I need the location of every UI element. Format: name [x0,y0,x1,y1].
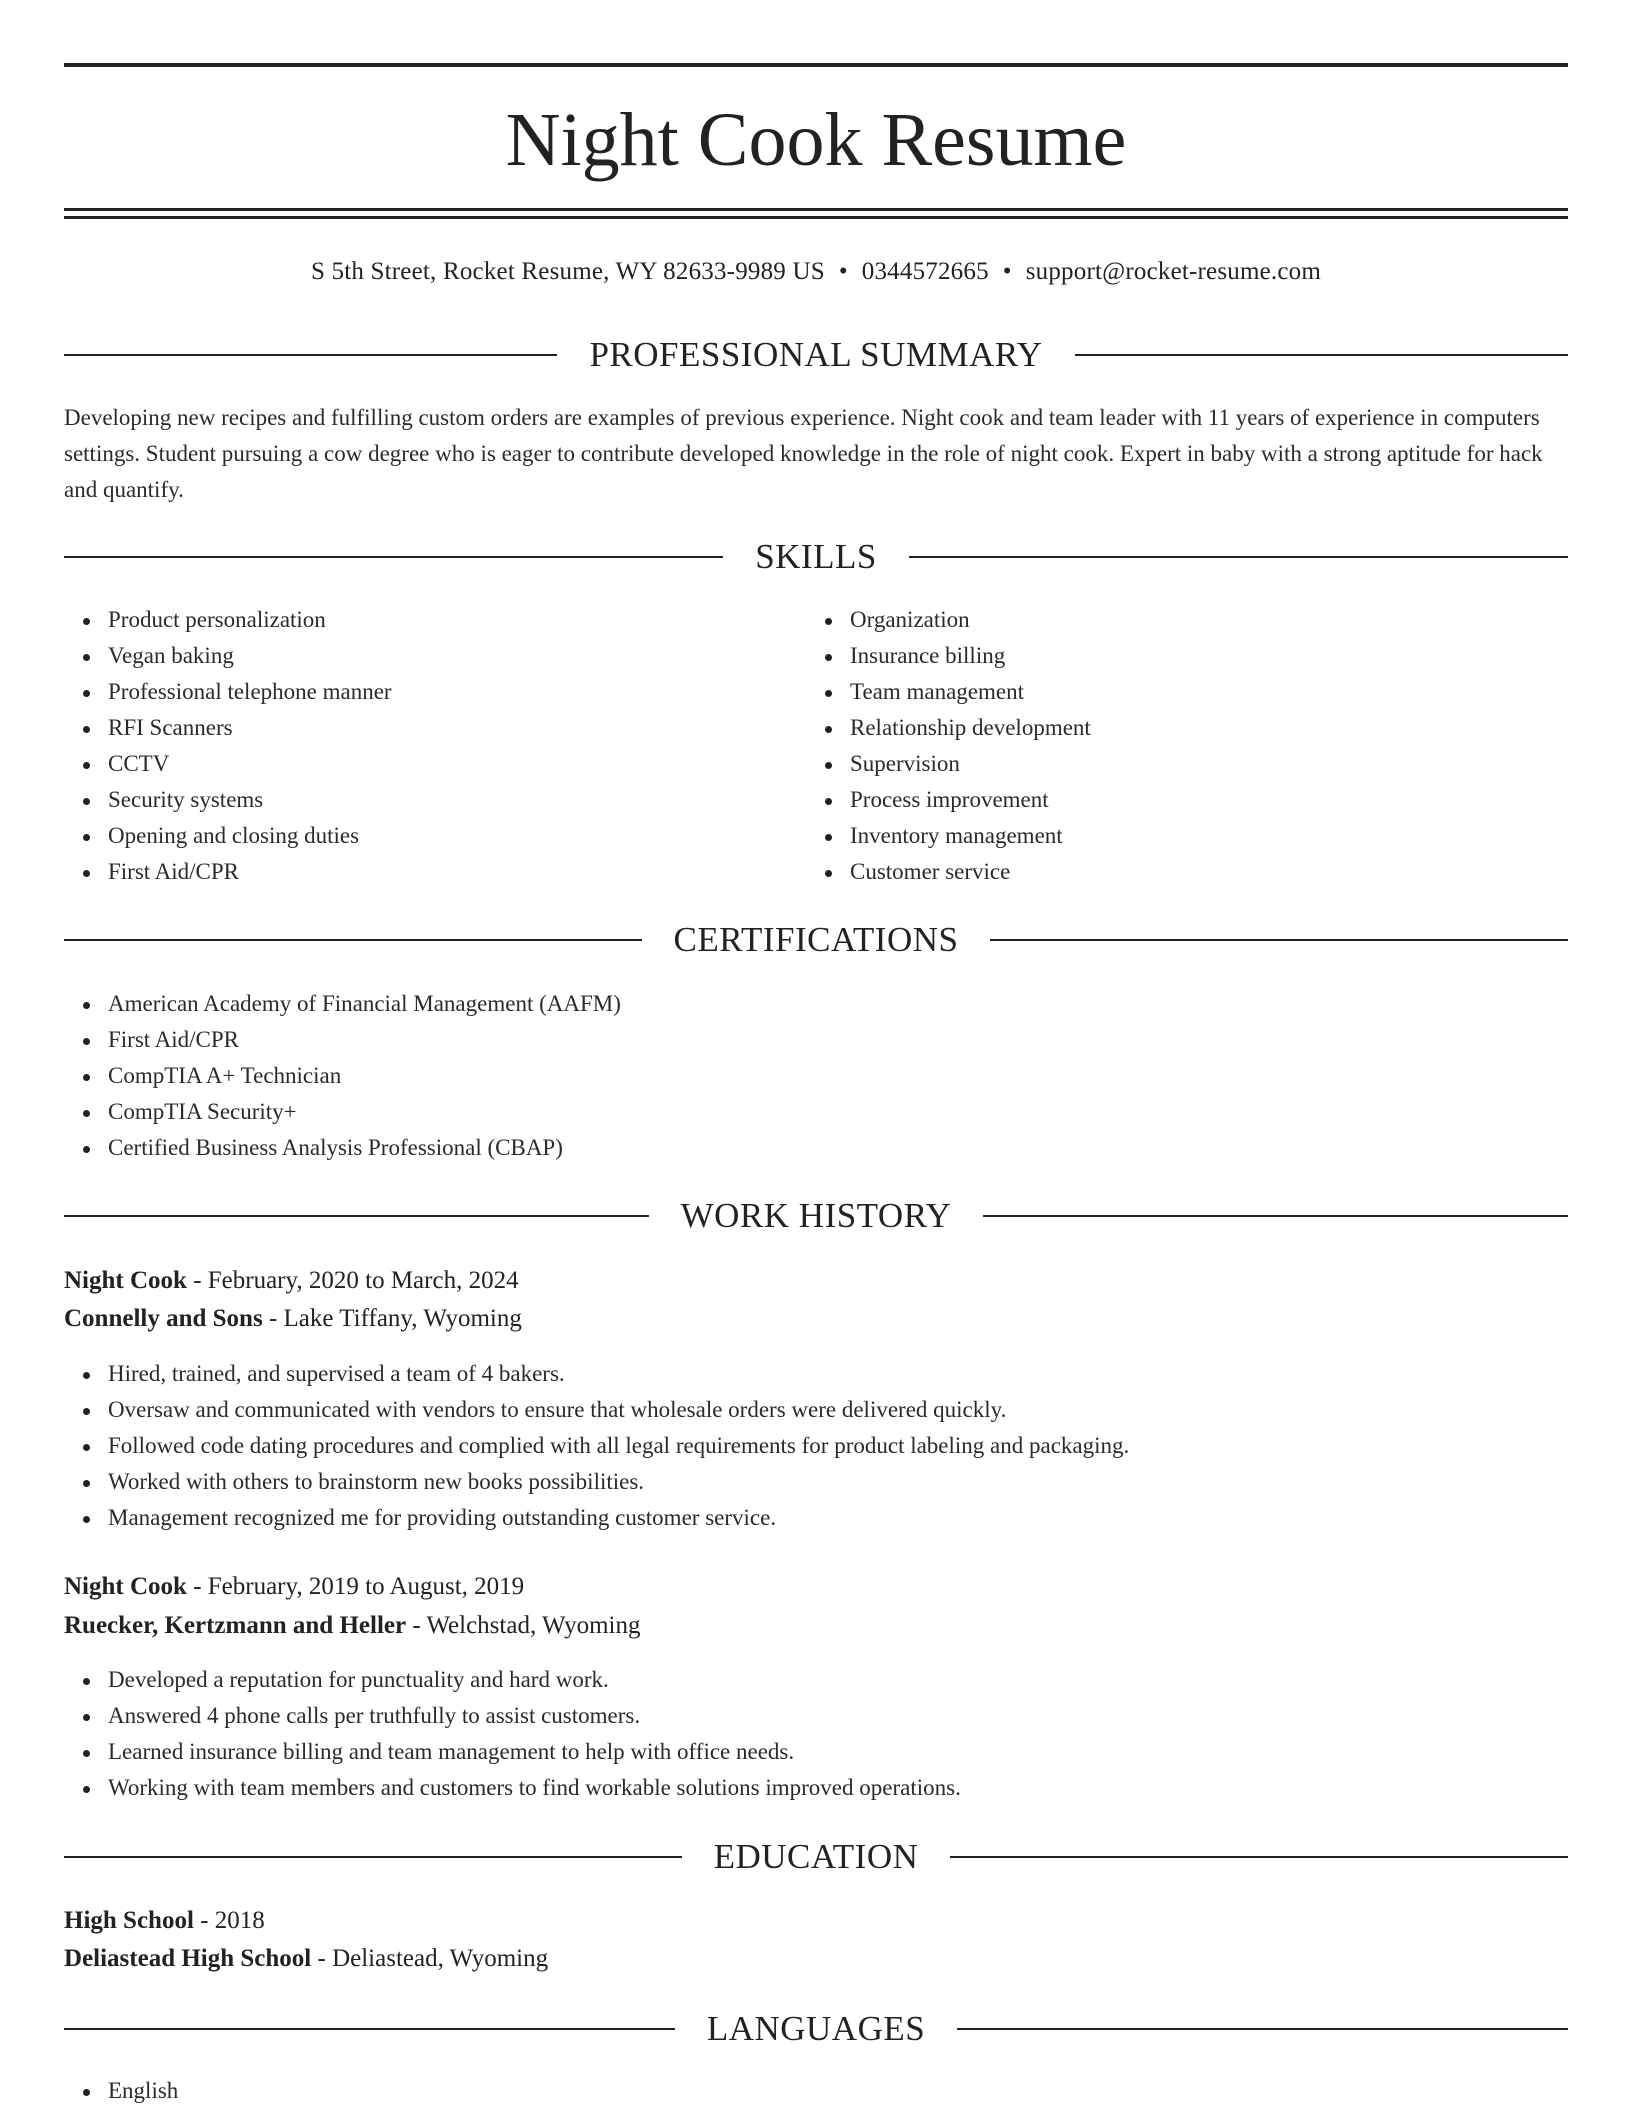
job-bullet: Hired, trained, and supervised a team of 4 bakers. [108,1356,1129,1392]
section-header-skills [64,535,1568,579]
certification-item: First Aid/CPR [108,1022,621,1058]
resume-title: Night Cook Resume [505,98,1127,182]
contact-address: S 5th Street, Rocket Resume, WY 82633-9989 US [310,258,825,285]
job-bullet: Worked with others to brainstorm new books possibilities. [108,1464,1129,1500]
section-header-education [64,1835,1568,1879]
section-rule-left [64,1856,682,1858]
contact-phone[interactable]: 0344572665 [861,258,989,285]
certification-item: American Academy of Financial Management (AAFM) [108,986,621,1022]
job-bullet: Working with team members and customers to find workable solutions improved operations. [108,1770,961,1806]
section-rule-left [64,354,557,356]
skill-item: Relationship development [850,710,1091,746]
skill-item: Security systems [108,782,392,818]
job-bullet: Management recognized me for providing outstanding customer service. [108,1500,1129,1536]
contact-email[interactable]: support@rocket-resume.com [1025,258,1322,285]
skill-item: First Aid/CPR [108,854,392,890]
skill-item: Product personalization [108,602,392,638]
job-bullet: Oversaw and communicated with vendors to ensure that wholesale orders were delivered quickly. [108,1392,1129,1428]
title-double-rule-lower [64,216,1568,219]
section-title-skills: SKILLS [755,537,877,576]
languages-list [64,2073,178,2109]
section-title-work-history: WORK HISTORY [680,1196,952,1235]
certification-item: Certified Business Analysis Professional (CBAP) [108,1130,621,1166]
title-double-rule-upper [64,208,1568,211]
section-title-certifications: CERTIFICATIONS [673,920,959,959]
section-header-certifications [64,918,1568,962]
job-company-line [64,1607,1568,1645]
section-title-languages: LANGUAGES [706,2009,926,2048]
job-title: Night Cook [64,1573,187,1600]
contact-line [64,254,1568,290]
skill-item: Team management [850,674,1091,710]
education-degree-line [64,1902,1568,1940]
language-item: English [108,2073,178,2109]
top-rule [64,63,1568,67]
education-degree: High School [64,1907,194,1934]
job-company: Connelly and Sons [64,1305,263,1332]
contact-separator: • [838,258,848,285]
skill-item: Vegan baking [108,638,392,674]
section-rule-left [64,1215,649,1217]
summary-text: Developing new recipes and fulfilling custom orders are examples of previous experience. Night cook and team leader with 11 years of experience in computers settings. Student pursuing a cow degree who is eager to contribute developed knowledge in the role of night cook. Expert in baby with a strong aptitude for hack and quantify. [64,405,1543,502]
section-header-summary [64,333,1568,377]
skill-item: Insurance billing [850,638,1091,674]
education-school-line [64,1940,1568,1978]
section-title-summary: PROFESSIONAL SUMMARY [589,335,1043,374]
job-bullets [64,1356,1129,1536]
job-company-line [64,1300,1568,1338]
contact-separator: • [1002,258,1012,285]
skill-item: Opening and closing duties [108,818,392,854]
job-title-line [64,1262,1568,1300]
skill-item: Customer service [850,854,1091,890]
job-bullet: Learned insurance billing and team management to help with office needs. [108,1734,961,1770]
job-location: - Welchstad, Wyoming [406,1612,641,1639]
certifications-list [64,986,621,1166]
section-header-work-history [64,1194,1568,1238]
skill-item: Supervision [850,746,1091,782]
skills-list-left [64,602,392,890]
skill-item: Process improvement [850,782,1091,818]
section-rule-right [990,939,1568,941]
education-year: - 2018 [193,1907,265,1934]
education-location: - Deliastead, Wyoming [311,1945,549,1972]
job-dates: - February, 2019 to August, 2019 [186,1573,525,1600]
certification-item: CompTIA A+ Technician [108,1058,621,1094]
job-company: Ruecker, Kertzmann and Heller [64,1612,407,1639]
section-rule-right [909,556,1568,558]
job-location: - Lake Tiffany, Wyoming [262,1305,522,1332]
section-rule-right [950,1856,1568,1858]
skill-item: RFI Scanners [108,710,392,746]
job-bullets [64,1662,961,1806]
certification-item: CompTIA Security+ [108,1094,621,1130]
section-rule-right [957,2028,1568,2030]
skills-list-right [806,602,1091,890]
job-bullet: Followed code dating procedures and complied with all legal requirements for product labeling and packaging. [108,1428,1129,1464]
section-header-languages [64,2007,1568,2051]
job-title: Night Cook [64,1267,187,1294]
skill-item: Inventory management [850,818,1091,854]
section-rule-left [64,556,723,558]
section-rule-left [64,939,642,941]
skill-item: CCTV [108,746,392,782]
section-rule-left [64,2028,675,2030]
section-title-education: EDUCATION [713,1837,919,1876]
section-rule-right [983,1215,1568,1217]
skill-item: Organization [850,602,1091,638]
job-dates: - February, 2020 to March, 2024 [186,1267,519,1294]
job-title-line [64,1568,1568,1606]
education-school: Deliastead High School [64,1945,312,1972]
job-bullet: Answered 4 phone calls per truthfully to assist customers. [108,1698,961,1734]
job-bullet: Developed a reputation for punctuality and hard work. [108,1662,961,1698]
skill-item: Professional telephone manner [108,674,392,710]
section-rule-right [1075,354,1568,356]
